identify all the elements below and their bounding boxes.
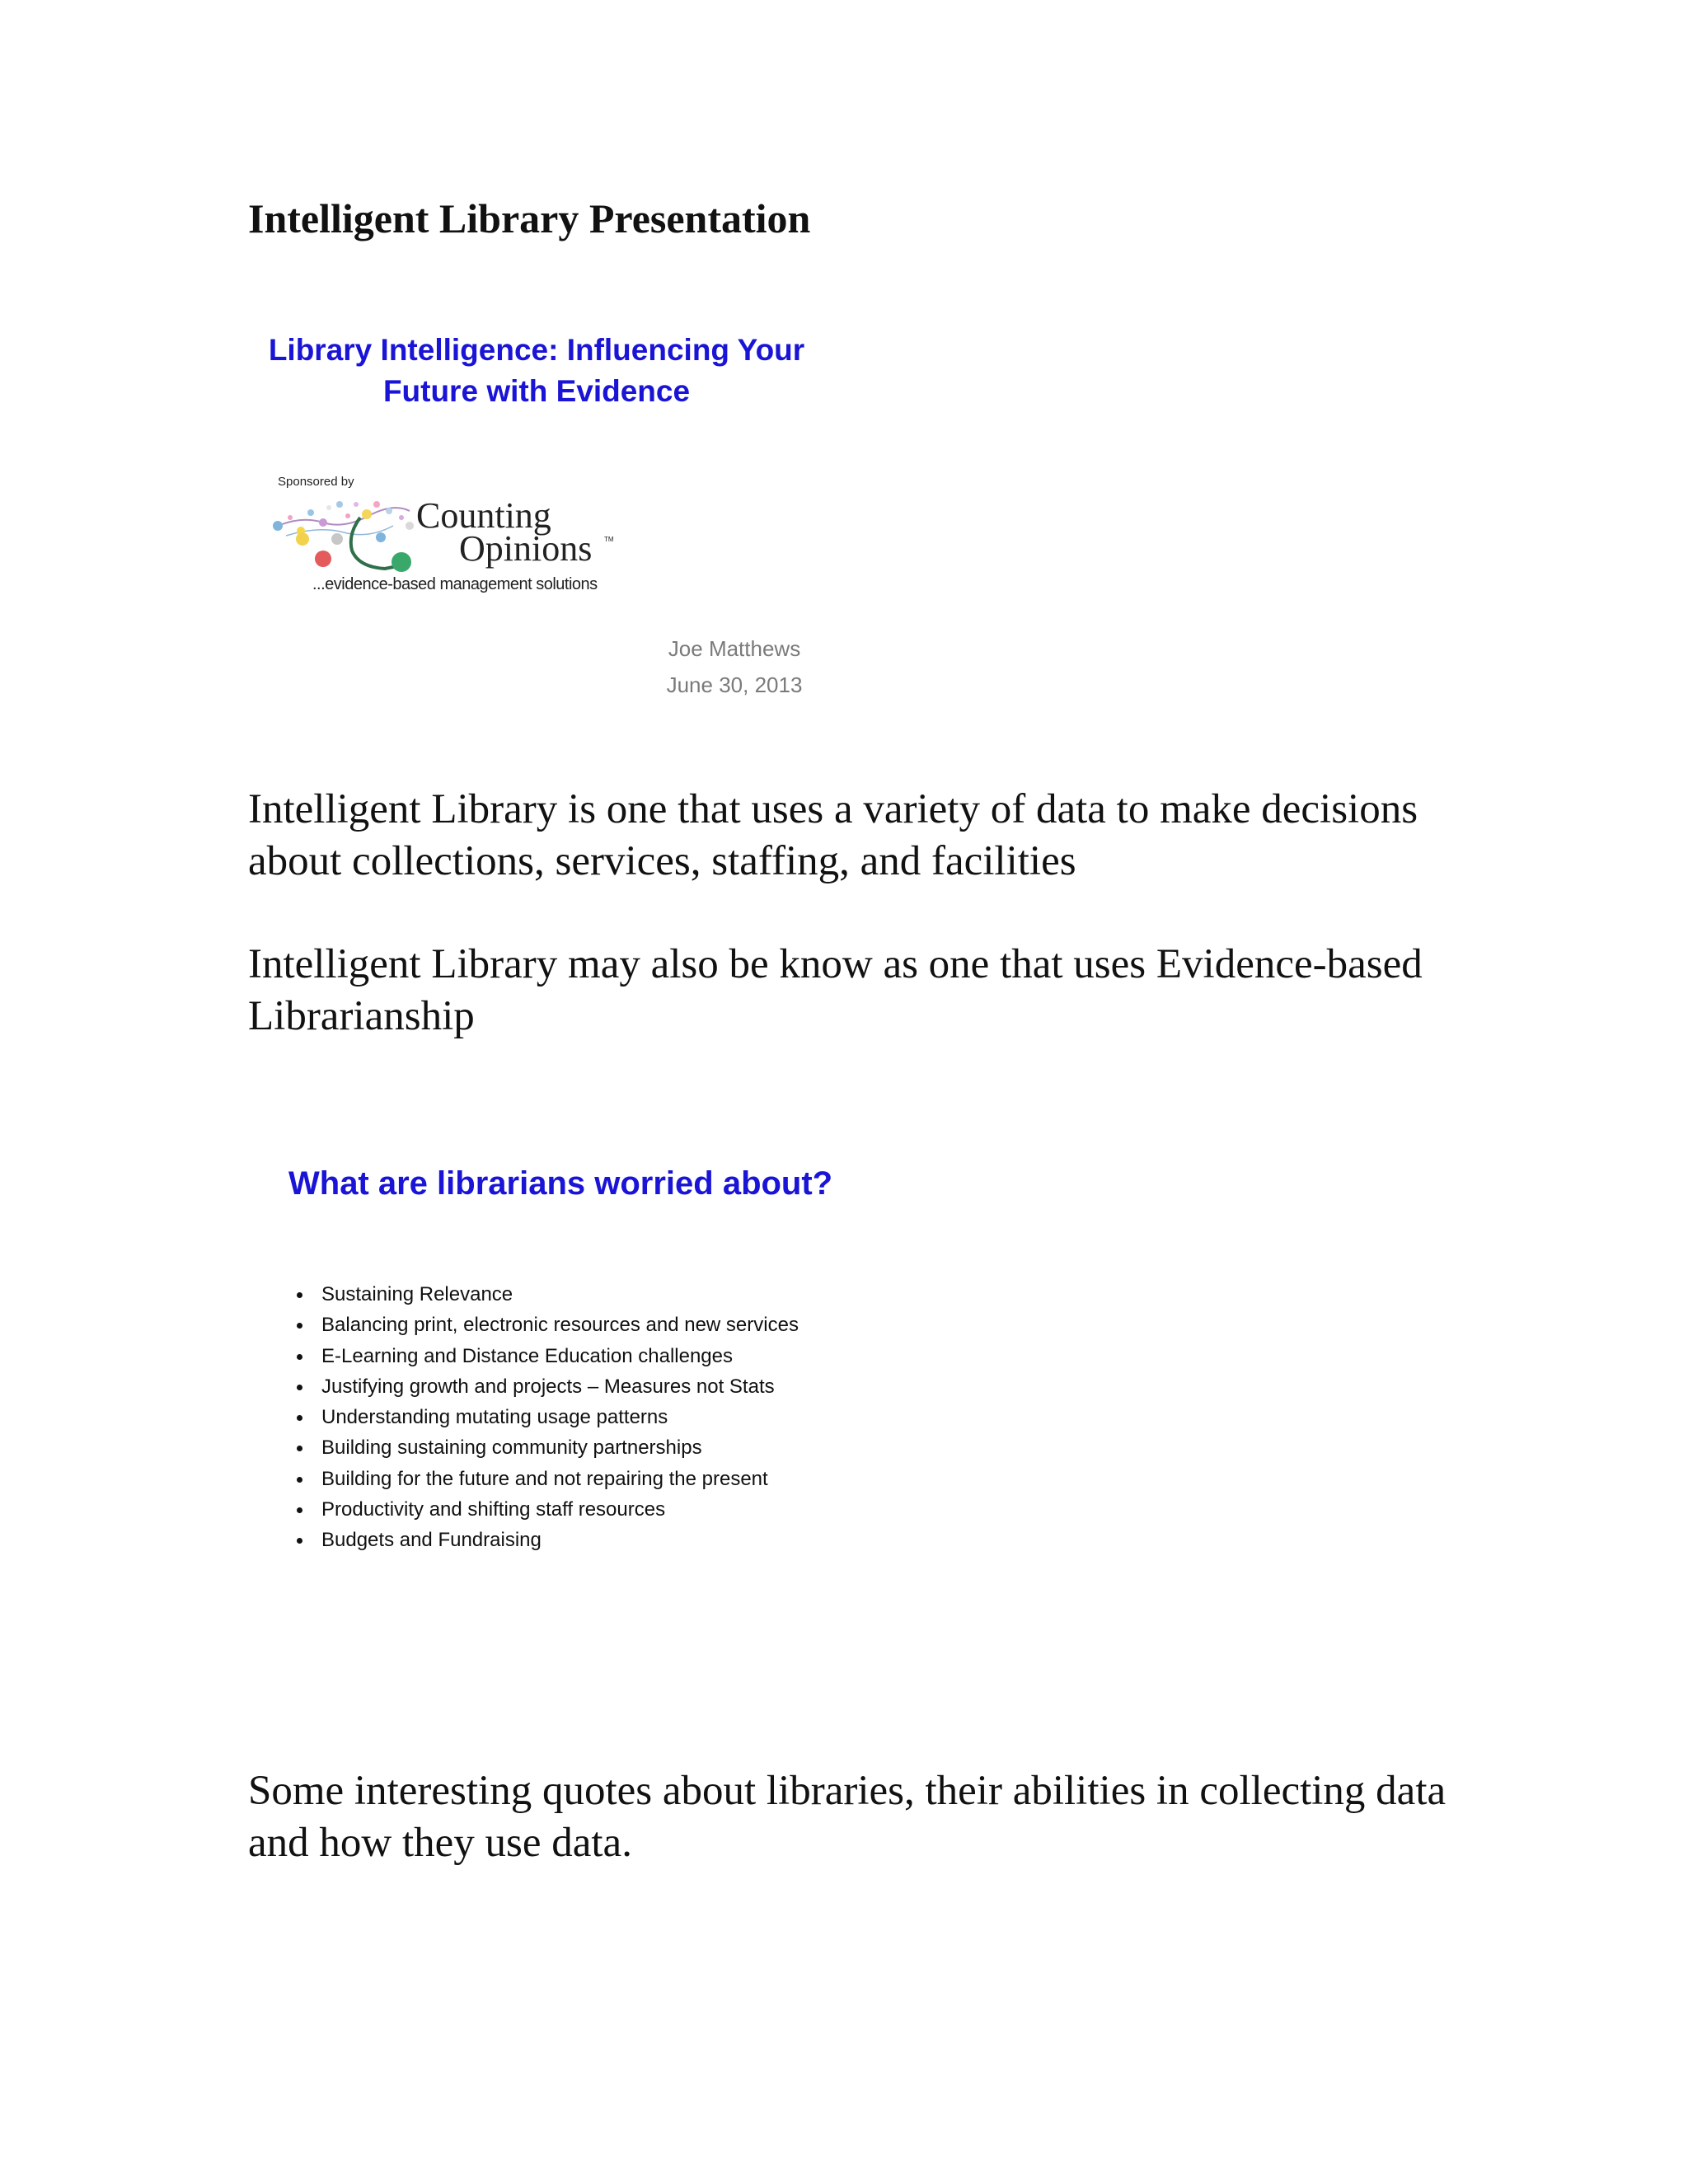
network-dots-icon bbox=[270, 493, 434, 583]
list-item: Building sustaining community partnerships bbox=[293, 1432, 799, 1463]
paragraph-evidence-based: Intelligent Library may also be know as one that uses Evidence-based Librarianship bbox=[248, 941, 1423, 1039]
list-item: E-Learning and Distance Education challenges bbox=[293, 1341, 799, 1371]
worries-slide-title: What are librarians worried about? bbox=[288, 1165, 833, 1202]
author-name: Joe Matthews bbox=[668, 636, 801, 661]
worries-list bbox=[293, 1279, 799, 1556]
logo-tagline: ...evidence-based management solutions bbox=[312, 575, 598, 593]
sponsored-by-label: Sponsored by bbox=[278, 475, 354, 489]
list-item: Balancing print, electronic resources and new services bbox=[293, 1310, 799, 1340]
paragraph-definition: Intelligent Library is one that uses a variety of data to make decisions about collections, services, staffing, and facilities bbox=[248, 786, 1418, 884]
list-item: Sustaining Relevance bbox=[293, 1279, 799, 1310]
logo-word-opinions: Opinions bbox=[459, 528, 593, 569]
counting-opinions-logo bbox=[270, 493, 624, 608]
list-item: Building for the future and not repairing the present bbox=[293, 1464, 799, 1494]
logo-word-counting: Counting bbox=[416, 495, 551, 536]
page-title: Intelligent Library Presentation bbox=[248, 195, 811, 241]
author-block bbox=[594, 630, 874, 703]
list-item: Understanding mutating usage patterns bbox=[293, 1402, 799, 1432]
paragraph-quotes-intro: Some interesting quotes about libraries, their abilities in collecting data and how they use data. bbox=[248, 1768, 1447, 1866]
list-item: Justifying growth and projects – Measures not Stats bbox=[293, 1371, 799, 1402]
list-item: Productivity and shifting staff resources bbox=[293, 1494, 799, 1525]
presentation-date: June 30, 2013 bbox=[666, 673, 803, 697]
list-item: Budgets and Fundraising bbox=[293, 1525, 799, 1555]
slide-title: Library Intelligence: Influencing Your Future with Evidence bbox=[268, 333, 805, 408]
trademark-mark: TM bbox=[604, 536, 614, 543]
title-slide bbox=[248, 313, 874, 725]
